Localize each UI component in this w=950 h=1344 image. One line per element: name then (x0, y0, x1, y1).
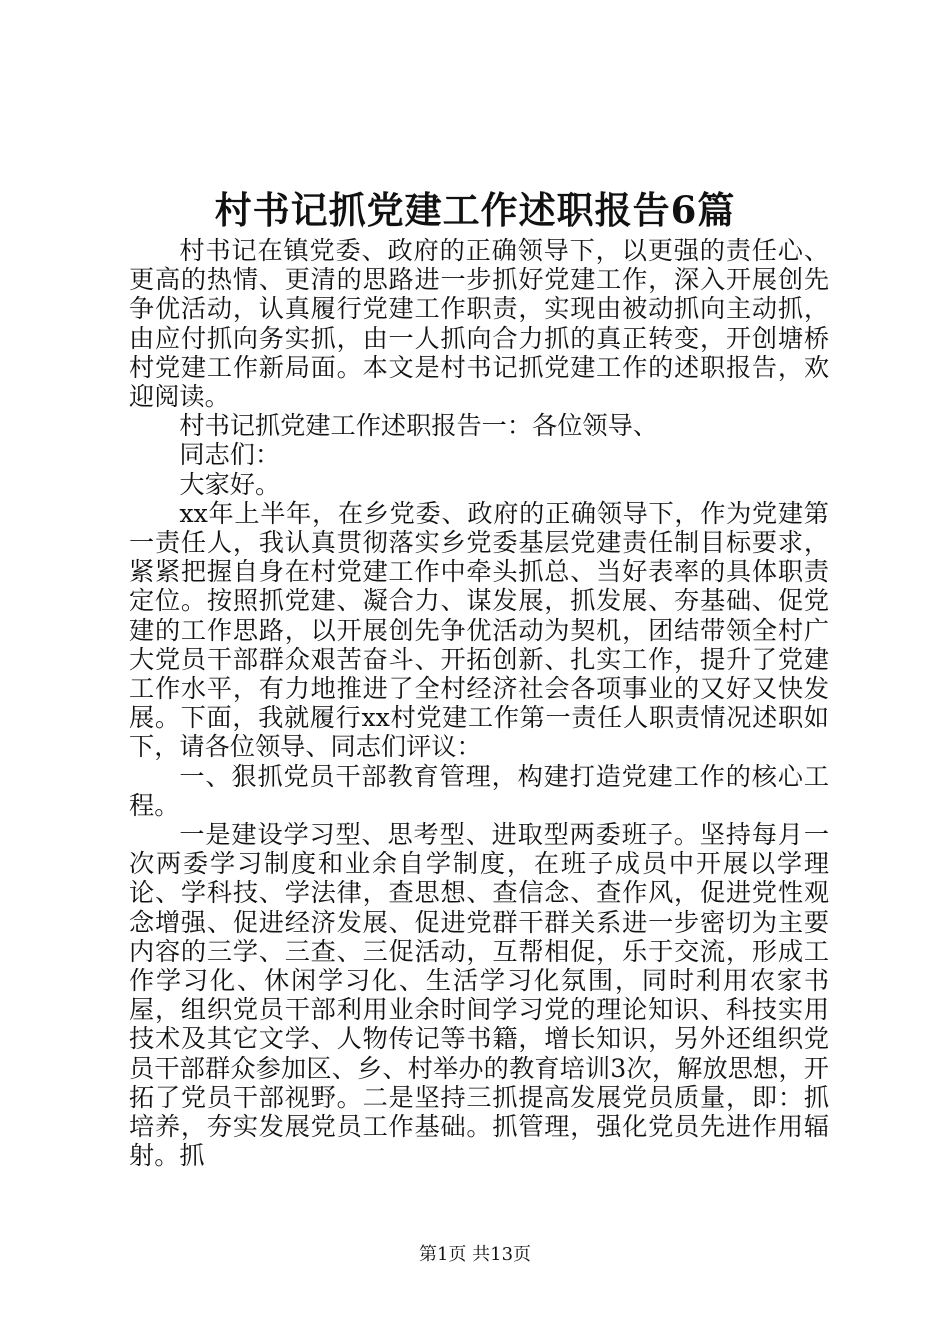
document-body (129, 236, 829, 1171)
paragraph-overview: xx年上半年，在乡党委、政府的正确领导下，作为党建第一责任人，我认真贯彻落实乡党委基层党建责任制目标要求，紧紧把握自身在村党建工作中牵头抓总、当好表率的具体职责定位。按照抓党建、凝合力、谋发展，抓发展、夯基础、促党建的工作思路，以开展创先争优活动为契机，团结带领全村广大党员干部群众艰苦奋斗、开拓创新、扎实工作，提升了党建工作水平，有力地推进了全村经济社会各项事业的又好又快发展。下面，我就履行xx村党建工作第一责任人职责情况述职如下，请各位领导、同志们评议： (129, 498, 829, 762)
paragraph-section-one-heading: 一、狠抓党员干部教育管理，构建打造党建工作的核心工程。 (129, 761, 829, 820)
paragraph-section-one-body: 一是建设学习型、思考型、进取型两委班子。坚持每月一次两委学习制度和业余自学制度，在班子成员中开展以学理论、学科技、学法律，查思想、查信念、查作风，促进党性观念增强、促进经济发展、促进党群干群关系进一步密切为主要内容的三学、三查、三促活动，互帮相促，乐于交流，形成工作学习化、休闲学习化、生活学习化氛围，同时利用农家书屋，组织党员干部利用业余时间学习党的理论知识、科技实用技术及其它文学、人物传记等书籍，增长知识，另外还组织党员干部群众参加区、乡、村举办的教育培训3次，解放思想，开拓了党员干部视野。二是坚持三抓提高发展党员质量，即：抓培养，夯实发展党员工作基础。抓管理，强化党员先进作用辐射。抓 (129, 820, 829, 1171)
paragraph-greeting: 大家好。 (179, 469, 281, 499)
document-title: 村书记抓党建工作述职报告6篇 (214, 188, 736, 232)
paragraph-report-heading: 村书记抓党建工作述职报告一：各位领导、 (179, 411, 658, 441)
paragraph-intro: 村书记在镇党委、政府的正确领导下，以更强的责任心、更高的热情、更清的思路进一步抓好党建工作，深入开展创先争优活动，认真履行党建工作职责，实现由被动抓向主动抓，由应付抓向务实抓，由一人抓向合力抓的真正转变，开创塘桥村党建工作新局面。本文是村书记抓党建工作的述职报告，欢迎阅读。 (129, 236, 829, 412)
page-number-footer: 第1页 共13页 (418, 1244, 532, 1265)
paragraph-salutation: 同志们： (179, 440, 281, 470)
